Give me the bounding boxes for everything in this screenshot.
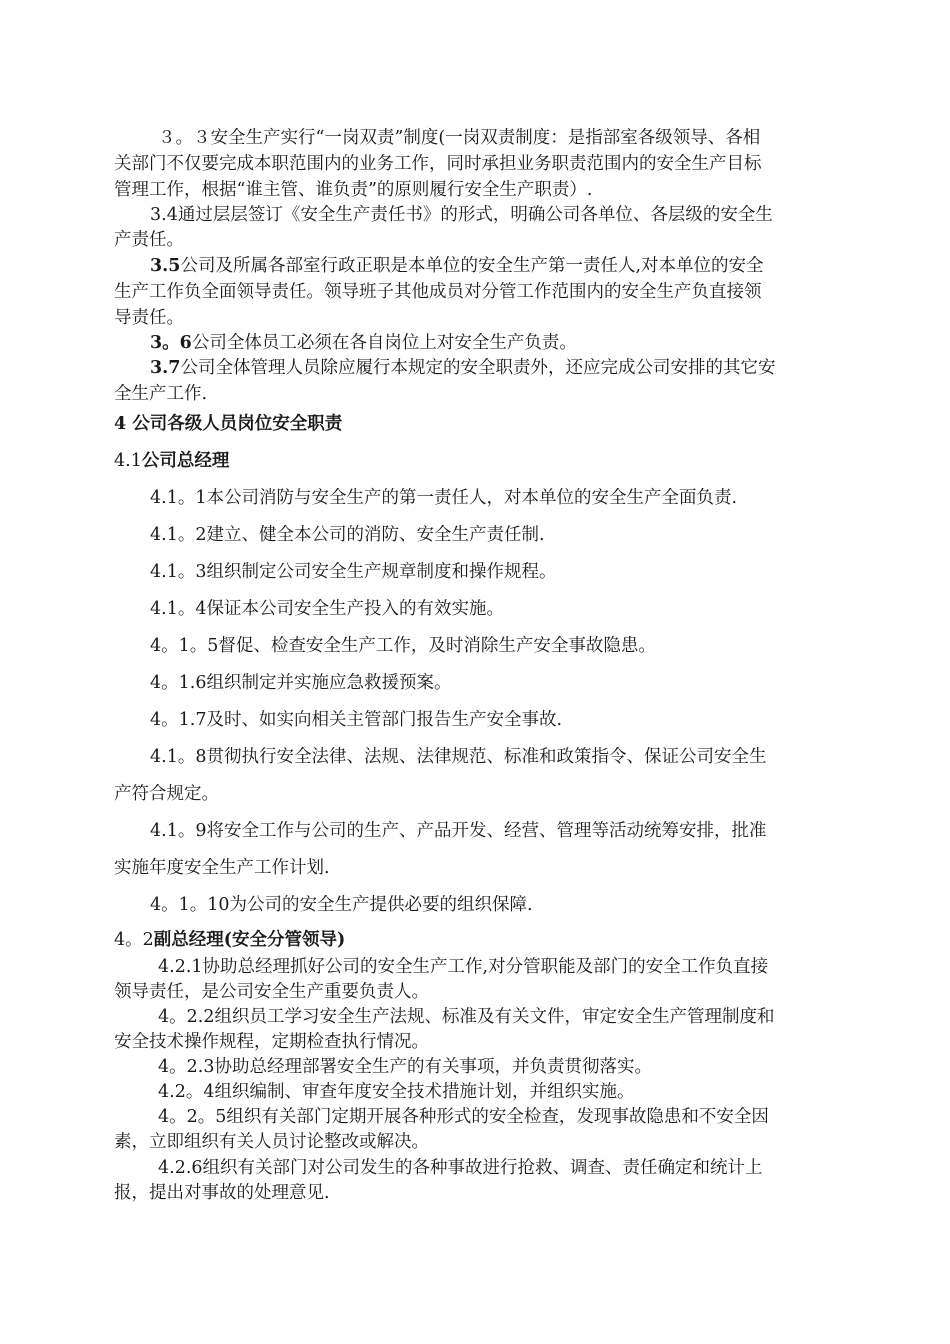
item-4-1-8-line2: 产符合规定。 <box>114 784 219 804</box>
para-3-7-line1 <box>150 356 775 380</box>
item-4-1-9-line1: 4.1。9将安全工作与公司的生产、产品开发、经营、管理等活动统筹安排，批准 <box>150 821 767 841</box>
item-4-2-6-line1: 4.2.6组织有关部门对公司发生的各种事故进行抢救、调查、责任确定和统计上 <box>158 1158 763 1178</box>
item-4-2-2-line2: 安全技术操作规程，定期检查执行情况。 <box>114 1032 429 1052</box>
para-3-7-number: 3.7 <box>150 358 181 378</box>
para-3-6 <box>150 331 577 355</box>
item-4-2-6-line2: 报，提出对事故的处理意见. <box>114 1183 330 1203</box>
item-4-2-5-line1: 4。2。5组织有关部门定期开展各种形式的安全检查，发现事故隐患和不安全因 <box>158 1107 769 1127</box>
para-3-5-line3: 导责任。 <box>114 308 184 328</box>
item-4-1-2: 4.1。2建立、健全本公司的消防、安全生产责任制. <box>150 525 545 545</box>
item-4-1-1: 4.1。1本公司消防与安全生产的第一责任人，对本单位的安全生产全面负责. <box>150 488 738 508</box>
para-3-4-line1: 3.4通过层层签订《安全生产责任书》的形式，明确公司各单位、各层级的安全生 <box>150 205 773 225</box>
item-4-2-5-line2: 素，立即组织有关人员讨论整改或解决。 <box>114 1132 429 1152</box>
para-3-5-line1 <box>150 254 764 278</box>
item-4-1-6: 4。1.6组织制定并实施应急救援预案。 <box>150 673 452 693</box>
item-4-2-1-line2: 领导责任，是公司安全生产重要负责人。 <box>114 982 429 1002</box>
item-4-1-8-line1: 4.1。8贯彻执行安全法律、法规、法律规范、标准和政策指令、保证公司安全生 <box>150 747 767 767</box>
item-4-1-3: 4.1。3组织制定公司安全生产规章制度和操作规程。 <box>150 562 557 582</box>
para-3-5-text: 公司及所属各部室行政正职是本单位的安全生产第一责任人,对本单位的安全 <box>180 256 764 276</box>
subsection-4-2-title: 副总经理(安全分管领导) <box>153 930 346 950</box>
subsection-4-2-heading <box>114 928 345 952</box>
para-3-6-text: 公司全体员工必须在各自岗位上对安全生产负责。 <box>191 333 577 353</box>
subsection-4-1-number: 4.1 <box>114 451 142 471</box>
para-3-5-line2: 生产工作负全面领导责任。领导班子其他成员对分管工作范围内的安全生产负直接领 <box>114 282 762 302</box>
subsection-4-1-heading <box>114 449 229 473</box>
section-4-heading: 4 公司各级人员岗位安全职责 <box>114 414 343 434</box>
item-4-2-1-line1: 4.2.1协助总经理抓好公司的安全生产工作,对分管职能及部门的安全工作负直接 <box>158 957 769 977</box>
item-4-2-3: 4。2.3协助总经理部署安全生产的有关事项，并负责贯彻落实。 <box>158 1057 652 1077</box>
para-3-4-line2: 产责任。 <box>114 230 184 250</box>
item-4-1-5: 4。1。5督促、检查安全生产工作，及时消除生产安全事故隐患。 <box>150 636 656 656</box>
para-3-3-line3: 管理工作，根据“谁主管、谁负责”的原则履行安全生产职责）. <box>114 180 593 200</box>
subsection-4-2-number: 4。2 <box>114 930 154 950</box>
item-4-1-10: 4。1。10为公司的安全生产提供必要的组织保障. <box>150 895 533 915</box>
para-3-5-number: 3.5 <box>150 256 181 276</box>
item-4-1-4: 4.1。4保证本公司安全生产投入的有效实施。 <box>150 599 504 619</box>
subsection-4-1-title: 公司总经理 <box>141 451 230 471</box>
item-4-1-7: 4。1.7及时、如实向相关主管部门报告生产安全事故. <box>150 710 563 730</box>
para-3-6-number: 3。6 <box>150 333 192 353</box>
para-3-3-line1: ３。３安全生产实行“一岗双责”制度(一岗双责制度：是指部室各级领导、各相 <box>158 128 761 148</box>
item-4-1-9-line2: 实施年度安全生产工作计划. <box>114 858 330 878</box>
para-3-7-text: 公司全体管理人员除应履行本规定的安全职责外，还应完成公司安排的其它安 <box>180 358 776 378</box>
item-4-2-4: 4.2。4组织编制、审查年度安全技术措施计划，并组织实施。 <box>158 1082 635 1102</box>
para-3-3-line2: 关部门不仅要完成本职范围内的业务工作，同时承担业务职责范围内的安全生产目标 <box>114 154 762 174</box>
para-3-7-line2: 全生产工作. <box>114 384 208 404</box>
item-4-2-2-line1: 4。2.2组织员工学习安全生产法规、标准及有关文件，审定安全生产管理制度和 <box>158 1007 775 1027</box>
